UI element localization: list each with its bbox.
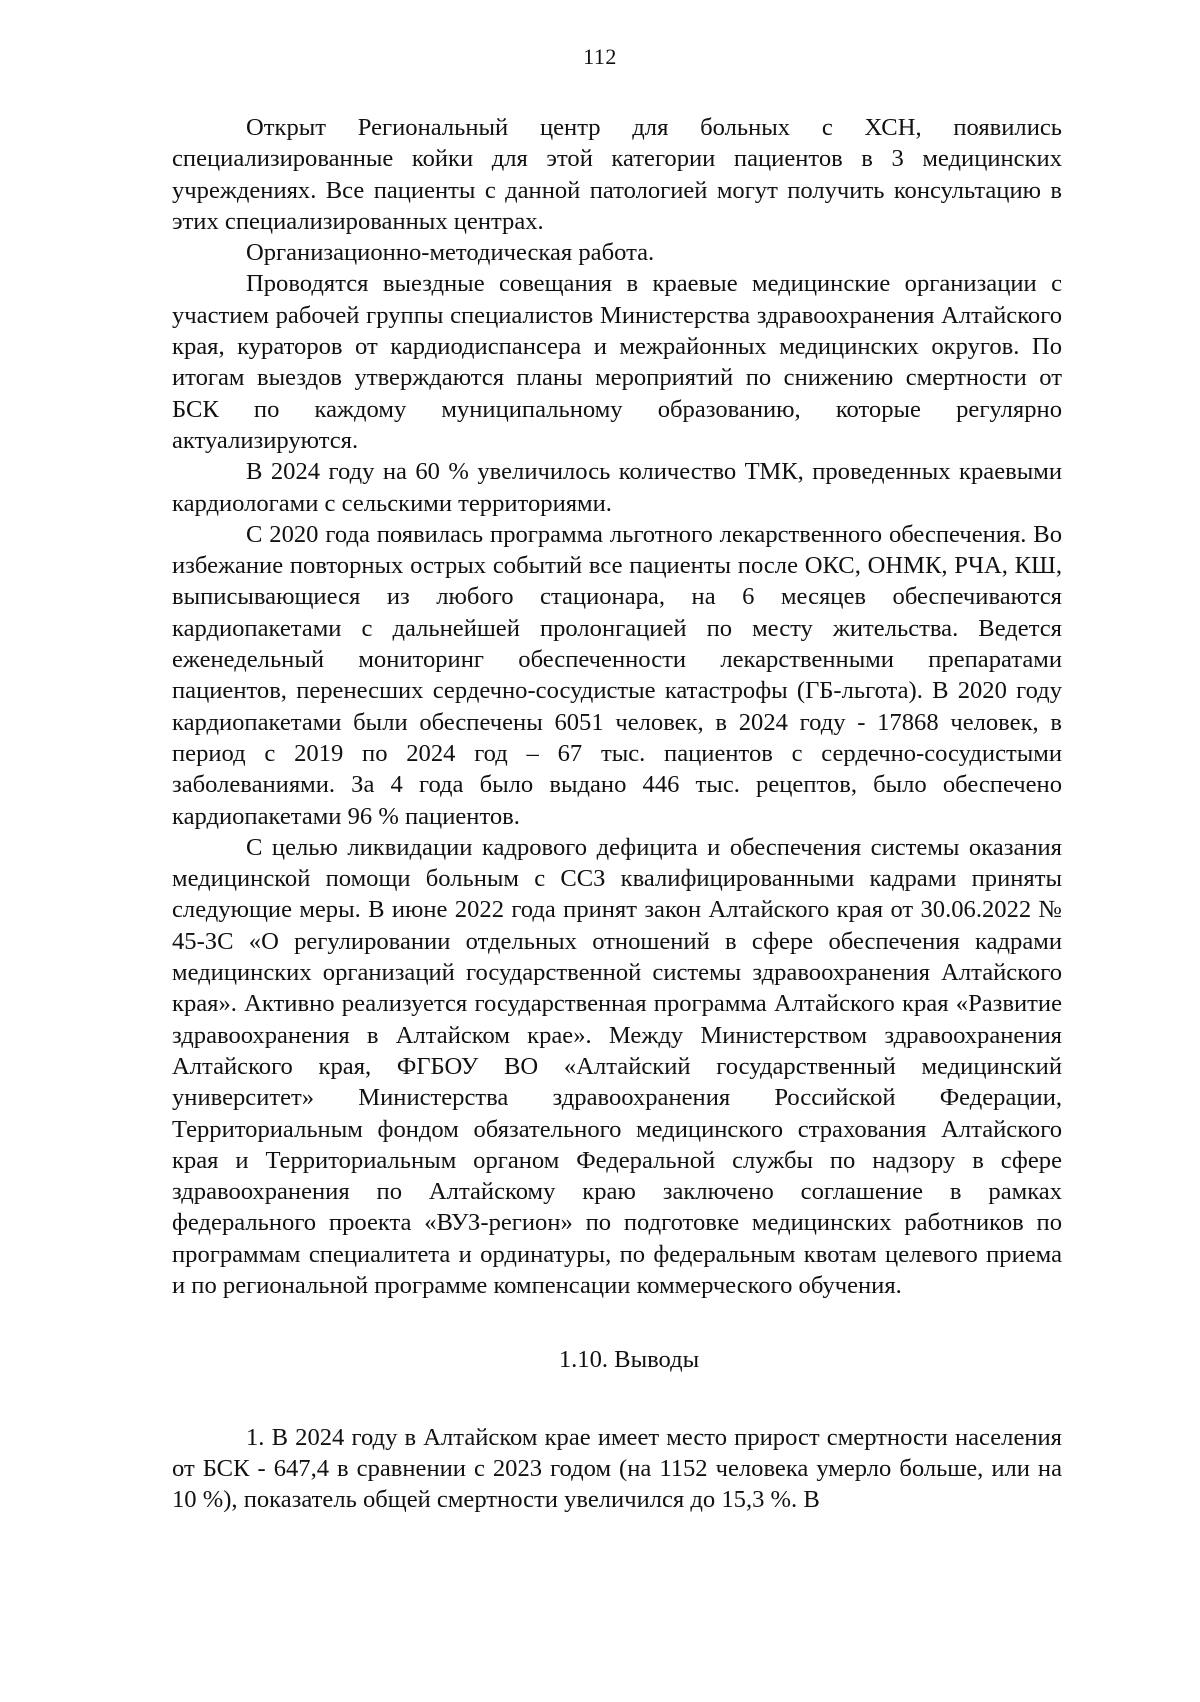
page-number: 112	[583, 44, 617, 69]
paragraph-drug-provision: С 2020 года появилась программа льготного лекарственного обеспечения. Во избежание повторных острых событий все пациенты после ОКС, ОНМК, РЧА, КШ, выписывающиеся из любого стационара, на 6 месяцев обеспечиваются кардиопакетами с дальнейшей пролонгацией по месту жительства. Ведется еженедельный мониторинг обеспеченности лекарственными препаратами пациентов, перенесших сердечно-сосудистые катастрофы (ГБ-льгота). В 2020 году кардиопакетами были обеспечены 6051 человек, в 2024 году - 17868 человек, в период с 2019 по 2024 год – 67 тыс. пациентов с сердечно-сосудистыми заболеваниями. За 4 года было выдано 446 тыс. рецептов, было обеспечено кардиопакетами 96 % пациентов.	[172, 520, 1062, 830]
paragraph-conclusion-1: 1. В 2024 году в Алтайском крае имеет место прирост смертности населения от БСК - 647,4 в сравнении с 2023 годом (на 1152 человека умерло больше, или на 10 %), показатель общей смертности увеличился до 15,3 %. В	[172, 1423, 1062, 1514]
paragraph-staffing-measures: С целью ликвидации кадрового дефицита и обеспечения системы оказания медицинской помощи больным с ССЗ квалифицированными кадрами приняты следующие меры. В июне 2022 года принят закон Алтайского края от 30.06.2022 № 45-ЗС «О регулировании отдельных отношений в сфере обеспечения кадрами медицинских организаций государственной системы здравоохранения Алтайского края». Активно реализуется государственная программа Алтайского края «Развитие здравоохранения в Алтайском крае». Между Министерством здравоохранения Алтайского края, ФГБОУ ВО «Алтайский государственный медицинский университет» Министерства здравоохранения Российской Федерации, Территориальным фондом обязательного медицинского страхования Алтайского края и Территориальным органом Федеральной службы по надзору в сфере здравоохранения по Алтайскому краю заключено соглашение в рамках федерального проекта «ВУЗ-регион» по подготовке медицинских работников по программам специалитета и ординатуры, по федеральным квотам целевого приема и по региональной программе компенсации коммерческого обучения.	[172, 833, 1062, 1299]
paragraph-telemedicine: В 2024 году на 60 % увеличилось количество ТМК, проведенных краевыми кардиологами с сельскими территориями.	[172, 458, 1062, 517]
paragraph-methodical-work: Организационно-методическая работа.	[246, 239, 655, 267]
section-heading: 1.10. Выводы	[558, 1346, 700, 1374]
paragraph-field-meetings: Проводятся выездные совещания в краевые медицинские организации с участием рабочей группы специалистов Министерства здравоохранения Алтайского края, кураторов от кардиодиспансера и межрайонных медицинских округов. По итогам выездов утверждаются планы мероприятий по снижению смертности от БСК по каждому муниципальному образованию, которые регулярно актуализируются.	[172, 270, 1062, 454]
paragraph-chf-center: Открыт Региональный центр для больных с ХСН, появились специализированные койки для этой категории пациентов в 3 медицинских учреждениях. Все пациенты с данной патологией могут получить консультацию в этих специализированных центрах.	[172, 114, 1062, 235]
document-body	[172, 112, 1062, 1515]
